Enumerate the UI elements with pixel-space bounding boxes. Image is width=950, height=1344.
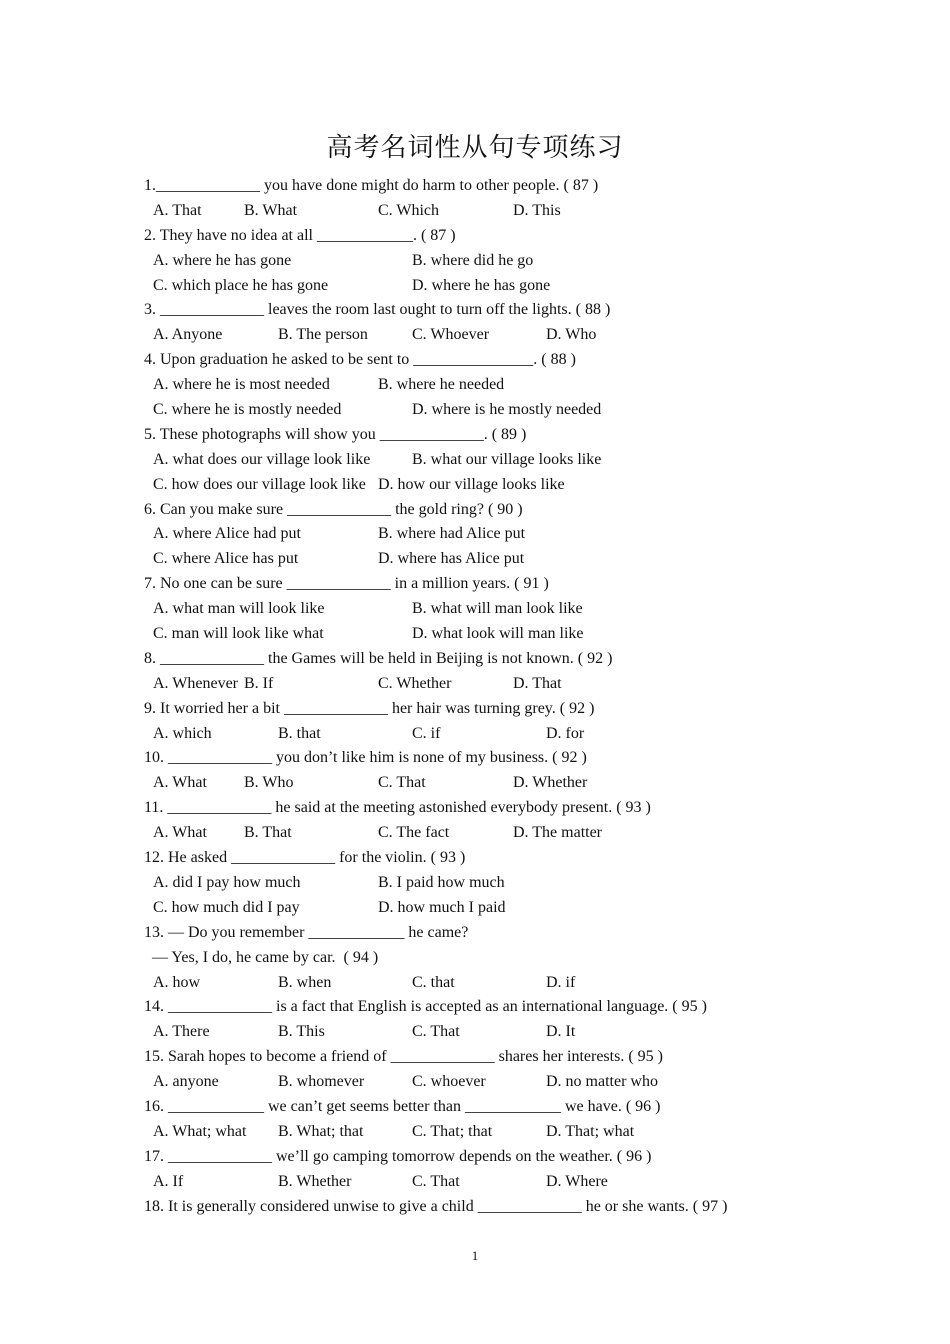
answer-option: A. There: [153, 1023, 210, 1041]
option-row: [144, 473, 844, 498]
answer-option: D. where he has gone: [412, 276, 551, 294]
answer-option: B. I paid how much: [378, 873, 505, 891]
answer-option: B. what will man look like: [412, 600, 583, 618]
answer-option: A. how: [153, 973, 201, 991]
option-row: [144, 1020, 844, 1045]
answer-option: A. where he is most needed: [153, 376, 330, 394]
answer-option: B. If: [244, 674, 274, 692]
option-row: [144, 522, 844, 547]
question-stem: 10. _____________ you don’t like him is none of my business. ( 92 ): [144, 749, 587, 767]
answer-option: D. That: [513, 674, 562, 692]
option-row: [144, 672, 844, 697]
answer-option: A. what does our village look like: [153, 450, 371, 468]
answer-option: A. Whenever: [153, 674, 238, 692]
answer-option: C. whoever: [412, 1073, 486, 1091]
option-row: [144, 249, 844, 274]
question-stem: 2. They have no idea at all ____________. ( 87 ): [144, 226, 456, 244]
option-row: [144, 1170, 844, 1195]
answer-option: B. The person: [278, 326, 368, 344]
question-stem: 9. It worried her a bit _____________ her hair was turning grey. ( 92 ): [144, 699, 595, 717]
option-row: [144, 896, 844, 921]
option-row: [144, 323, 844, 348]
answer-option: A. What: [153, 774, 207, 792]
option-row: [144, 622, 844, 647]
question-stem: 3. _____________ leaves the room last ought to turn off the lights. ( 88 ): [144, 301, 611, 319]
answer-option: C. how much did I pay: [153, 898, 300, 916]
answer-option: B. This: [278, 1023, 325, 1041]
answer-option: D. It: [546, 1023, 576, 1041]
option-row: [144, 199, 844, 224]
answer-option: B. whomever: [278, 1073, 365, 1091]
question-stem: 11. _____________ he said at the meeting astonished everybody present. ( 93 ): [144, 799, 651, 817]
page-number: 1: [471, 1248, 479, 1263]
answer-option: B. when: [278, 973, 332, 991]
answer-option: D. for: [546, 724, 585, 742]
answer-option: D. The matter: [513, 824, 603, 842]
question-stem: 16. ____________ we can’t get seems better than ____________ we have. ( 96 ): [144, 1097, 661, 1115]
answer-option: A. where Alice had put: [153, 525, 301, 543]
question-stem: 4. Upon graduation he asked to be sent to _______________. ( 88 ): [144, 351, 576, 369]
answer-option: C. That: [378, 774, 426, 792]
question-list: [144, 174, 844, 1219]
question-stem: 6. Can you make sure _____________ the gold ring? ( 90 ): [144, 500, 523, 518]
answer-option: D. Where: [546, 1172, 608, 1190]
option-row: [144, 274, 844, 299]
answer-option: C. Whether: [378, 674, 452, 692]
answer-option: D. That; what: [546, 1122, 635, 1140]
question-stem: 17. _____________ we’ll go camping tomorrow depends on the weather. ( 96 ): [144, 1147, 652, 1165]
answer-option: D. how much I paid: [378, 898, 506, 916]
answer-option: C. man will look like what: [153, 625, 324, 643]
answer-option: B. what our village looks like: [412, 450, 602, 468]
question-stem: 18. It is generally considered unwise to give a child _____________ he or she wants. ( 97 ): [144, 1197, 728, 1215]
option-row: [144, 771, 844, 796]
answer-option: B. That: [244, 824, 292, 842]
answer-option: C. if: [412, 724, 441, 742]
question-stem: 12. He asked _____________ for the violin. ( 93 ): [144, 849, 466, 867]
answer-option: C. The fact: [378, 824, 450, 842]
answer-option: A. What: [153, 824, 207, 842]
answer-option: A. which: [153, 724, 212, 742]
question-stem: 7. No one can be sure _____________ in a million years. ( 91 ): [144, 575, 549, 593]
answer-option: C. where Alice has put: [153, 550, 299, 568]
question-stem: 5. These photographs will show you _____________. ( 89 ): [144, 425, 527, 443]
option-row: [144, 1120, 844, 1145]
answer-option: B. where did he go: [412, 251, 534, 269]
option-row: [144, 373, 844, 398]
answer-option: B. What; that: [278, 1122, 364, 1140]
answer-option: C. Whoever: [412, 326, 490, 344]
answer-option: A. If: [153, 1172, 184, 1190]
option-row: [144, 722, 844, 747]
question-stem-continuation: — Yes, I do, he came by car. ( 94 ): [144, 948, 379, 966]
answer-option: D. where has Alice put: [378, 550, 525, 568]
answer-option: A. anyone: [153, 1073, 219, 1091]
option-row: [144, 971, 844, 996]
answer-option: D. Who: [546, 326, 597, 344]
answer-option: A. what man will look like: [153, 600, 325, 618]
answer-option: D. what look will man like: [412, 625, 584, 643]
answer-option: C. that: [412, 973, 455, 991]
option-row: [144, 448, 844, 473]
answer-option: C. Which: [378, 201, 440, 219]
option-row: [144, 1070, 844, 1095]
answer-option: D. where is he mostly needed: [412, 401, 602, 419]
question-stem: 14. _____________ is a fact that English is accepted as an international language. ( 95 ): [144, 998, 707, 1016]
option-row: [144, 597, 844, 622]
answer-option: B. where he needed: [378, 376, 505, 394]
answer-option: B. What: [244, 201, 298, 219]
option-row: [144, 821, 844, 846]
option-row: [144, 547, 844, 572]
page-title: 高考名词性从句专项练习: [326, 133, 624, 162]
answer-option: D. how our village looks like: [378, 475, 565, 493]
answer-option: C. That: [412, 1023, 460, 1041]
answer-option: D. if: [546, 973, 576, 991]
option-row: [144, 871, 844, 896]
answer-option: C. where he is mostly needed: [153, 401, 342, 419]
answer-option: A. where he has gone: [153, 251, 292, 269]
question-stem: 1._____________ you have done might do harm to other people. ( 87 ): [144, 177, 599, 194]
question-stem: 13. — Do you remember ____________ he came?: [144, 923, 469, 941]
answer-option: A. What; what: [153, 1122, 247, 1140]
answer-option: C. which place he has gone: [153, 276, 329, 294]
answer-option: A. Anyone: [153, 326, 223, 344]
answer-option: D. no matter who: [546, 1073, 658, 1091]
question-stem: 15. Sarah hopes to become a friend of _____________ shares her interests. ( 95 ): [144, 1048, 663, 1066]
option-row: [144, 398, 844, 423]
answer-option: D. Whether: [513, 774, 588, 792]
answer-option: A. did I pay how much: [153, 873, 301, 891]
answer-option: C. how does our village look like: [153, 475, 366, 493]
answer-option: B. where had Alice put: [378, 525, 526, 543]
answer-option: B. that: [278, 724, 321, 742]
answer-option: C. That: [412, 1172, 460, 1190]
answer-option: C. That; that: [412, 1122, 493, 1140]
answer-option: B. Whether: [278, 1172, 352, 1190]
question-stem: 8. _____________ the Games will be held in Beijing is not known. ( 92 ): [144, 649, 613, 667]
answer-option: D. This: [513, 201, 561, 219]
answer-option: A. That: [153, 201, 202, 219]
answer-option: B. Who: [244, 774, 294, 792]
